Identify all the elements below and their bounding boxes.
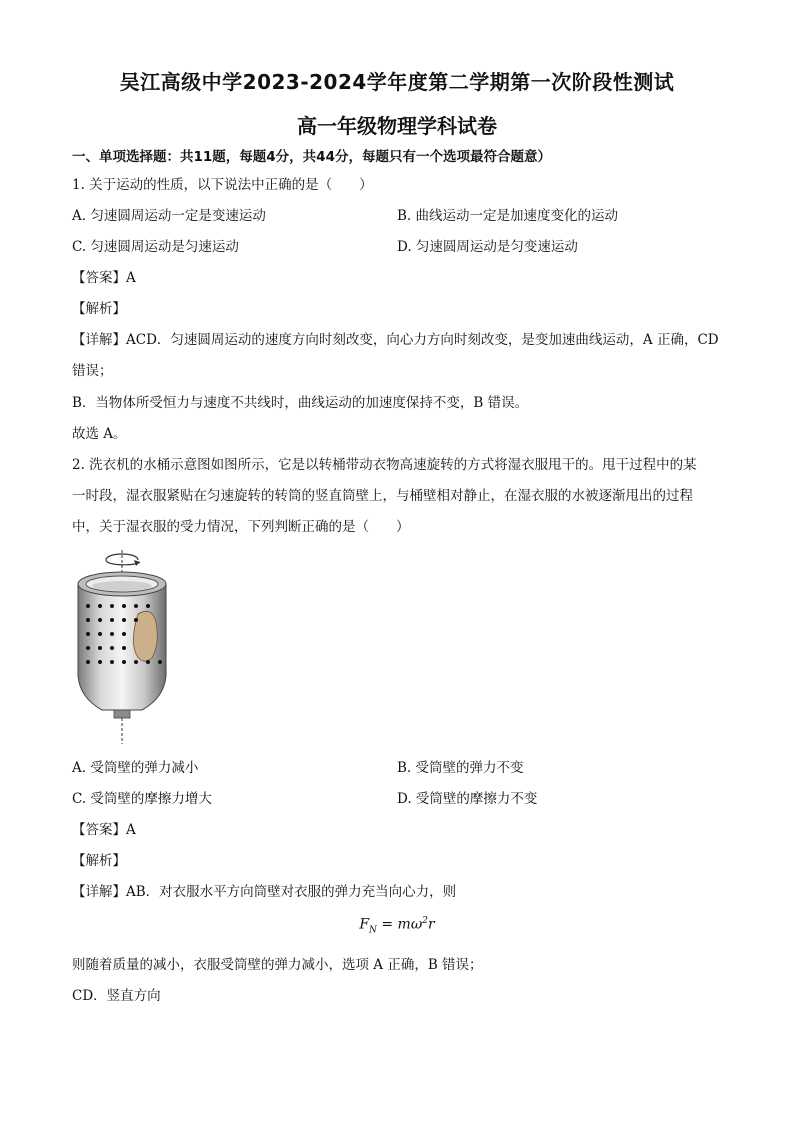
- page-subtitle: 高一年级物理学科试卷: [297, 114, 497, 138]
- q2-detail-2: 则随着质量的减小，衣服受筒壁的弹力减小，选项 A 正确，B 错误；: [72, 957, 483, 973]
- q1-option-c: C. 匀速圆周运动是匀速运动: [72, 239, 239, 255]
- q1-detail-2: 错误；: [72, 363, 113, 379]
- q2-stem-2: 一时段，湿衣服紧贴在匀速旋转的转筒的竖直筒壁上，与桶壁相对静止，在湿衣服的水被逐渐甩出的过程: [72, 488, 693, 504]
- q2-option-b: B. 受筒壁的弹力不变: [397, 760, 524, 776]
- formula-sup: 2: [422, 916, 428, 926]
- q1-option-d: D. 匀速圆周运动是匀变速运动: [397, 239, 578, 255]
- page-title: 吴江高级中学2023-2024学年度第二学期第一次阶段性测试: [119, 70, 675, 94]
- q2-analysis: 【解析】: [72, 853, 126, 869]
- q1-option-b: B. 曲线运动一定是加速度变化的运动: [397, 208, 619, 224]
- formula-mid: = mω: [376, 916, 423, 933]
- section-heading: 一、单项选择题：共11题，每题4分，共44分，每题只有一个选项最符合题意）: [72, 149, 551, 165]
- q2-option-d: D. 受筒壁的摩擦力不变: [397, 791, 538, 807]
- q1-stem: 1. 关于运动的性质，以下说法中正确的是（ ）: [72, 177, 373, 193]
- q1-answer: 【答案】A: [72, 270, 136, 286]
- q1-detail-3: B．当物体所受恒力与速度不共线时，曲线运动的加速度保持不变，B 错误。: [72, 395, 529, 411]
- q1-conclusion: 故选 A。: [72, 426, 127, 442]
- q2-option-c: C. 受筒壁的摩擦力增大: [72, 791, 212, 807]
- washing-drum-figure: [66, 548, 178, 744]
- formula-end: r: [427, 916, 435, 933]
- centripetal-formula: [0, 916, 794, 935]
- q2-stem-3: 中，关于湿衣服的受力情况，下列判断正确的是（ ）: [72, 519, 410, 535]
- q2-detail-3: CD．竖直方向: [72, 988, 161, 1004]
- q1-analysis: 【解析】: [72, 301, 126, 317]
- formula-lhs: F: [359, 916, 370, 933]
- q1-option-a: A. 匀速圆周运动一定是变速运动: [72, 208, 266, 224]
- q2-answer: 【答案】A: [72, 822, 136, 838]
- q2-detail-1: 【详解】AB．对衣服水平方向筒壁对衣服的弹力充当向心力，则: [72, 884, 457, 900]
- q1-detail-1: 【详解】ACD．匀速圆周运动的速度方向时刻改变，向心力方向时刻改变，是变加速曲线运动，A 正确，CD: [72, 332, 719, 348]
- q2-stem-1: 2. 洗衣机的水桶示意图如图所示，它是以转桶带动衣物高速旋转的方式将湿衣服甩干的。甩干过程中的某: [72, 457, 697, 473]
- q2-option-a: A. 受筒壁的弹力减小: [72, 760, 199, 776]
- formula-sub: N: [369, 925, 377, 936]
